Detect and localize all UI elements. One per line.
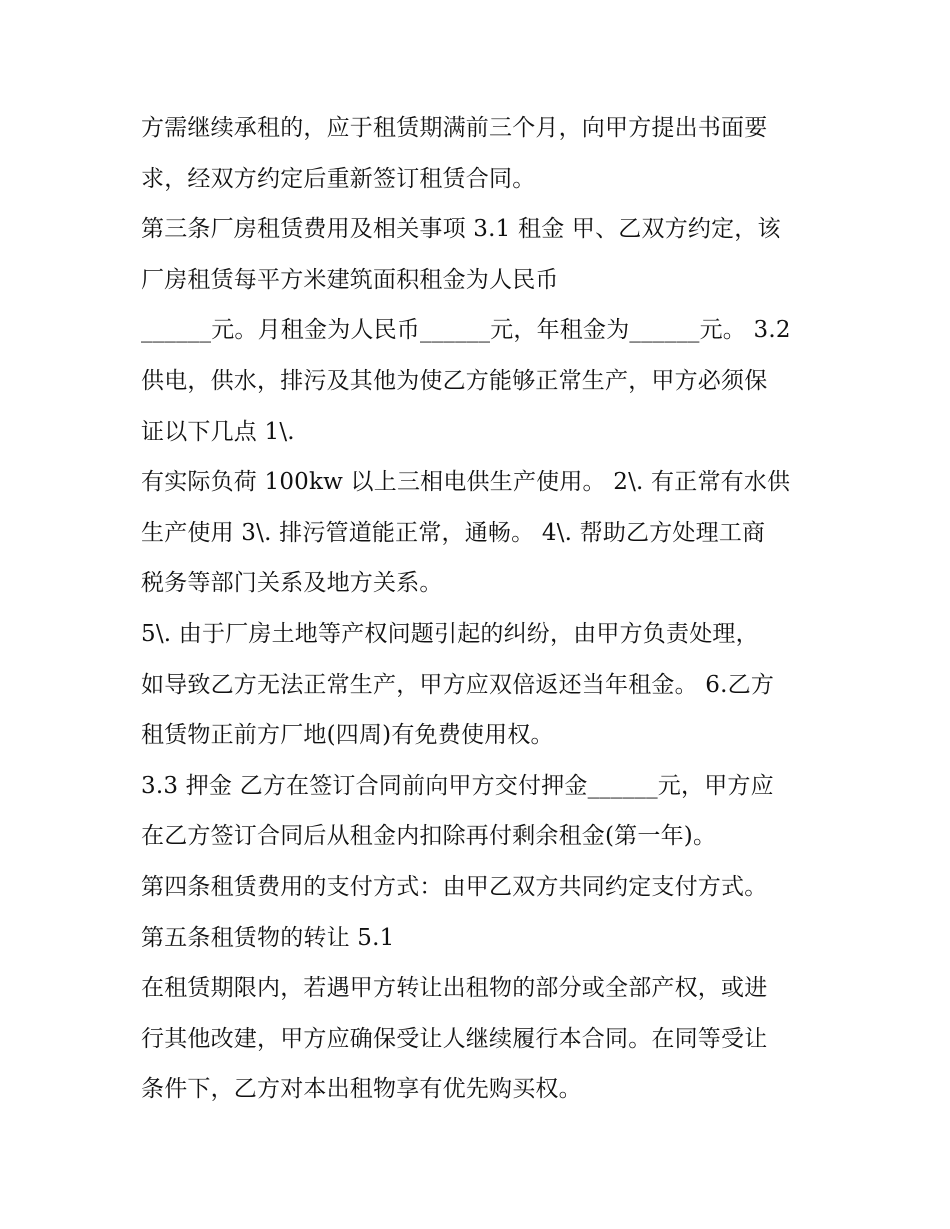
text-line: 税务等部门关系及地方关系。 xyxy=(141,570,443,597)
text-line: 3.3 押金 乙方在签订合同前向甲方交付押金______元，甲方应 xyxy=(141,772,774,799)
text-line: 条件下，乙方对本出租物享有优先购买权。 xyxy=(141,1076,582,1103)
text-line: 证以下几点 1\. xyxy=(141,418,295,445)
text-line: 第五条租赁物的转让 5.1 xyxy=(141,924,395,951)
text-line: 5\. 由于厂房土地等产权问题引起的纠纷，由甲方负责处理， xyxy=(141,620,759,647)
text-line: 行其他改建，甲方应确保受让人继续履行本合同。在同等受让 xyxy=(141,1025,768,1052)
text-line: 有实际负荷 100kw 以上三相电供生产使用。 2\. 有正常有水供 xyxy=(141,469,791,496)
text-line: 在乙方签订合同后从租金内扣除再付剩余租金(第一年)。 xyxy=(141,823,717,850)
text-line: 第三条厂房租赁费用及相关事项 3.1 租金 甲、乙双方约定，该 xyxy=(141,216,781,243)
text-line: 求，经双方约定后重新签订租赁合同。 xyxy=(141,165,536,192)
text-line: 在租赁期限内，若遇甲方转让出租物的部分或全部产权，或进 xyxy=(141,975,768,1002)
text-line: 如导致乙方无法正常生产，甲方应双倍返还当年租金。 6.乙方 xyxy=(141,671,775,698)
text-line: 生产使用 3\. 排污管道能正常，通畅。 4\. 帮助乙方处理工商 xyxy=(141,519,766,546)
document-body xyxy=(141,103,831,1115)
text-line: ______元。月租金为人民币______元，年租金为______元。 3.2 xyxy=(141,317,791,344)
text-line: 方需继续承租的，应于租赁期满前三个月，向甲方提出书面要 xyxy=(141,115,768,141)
text-line: 厂房租赁每平方米建筑面积租金为人民币 xyxy=(141,266,559,293)
text-line: 供电，供水，排污及其他为使乙方能够正常生产，甲方必须保 xyxy=(141,367,768,394)
text-line: 租赁物正前方厂地(四周)有免费使用权。 xyxy=(141,722,554,749)
text-line: 第四条租赁费用的支付方式：由甲乙双方共同约定支付方式。 xyxy=(141,873,768,900)
